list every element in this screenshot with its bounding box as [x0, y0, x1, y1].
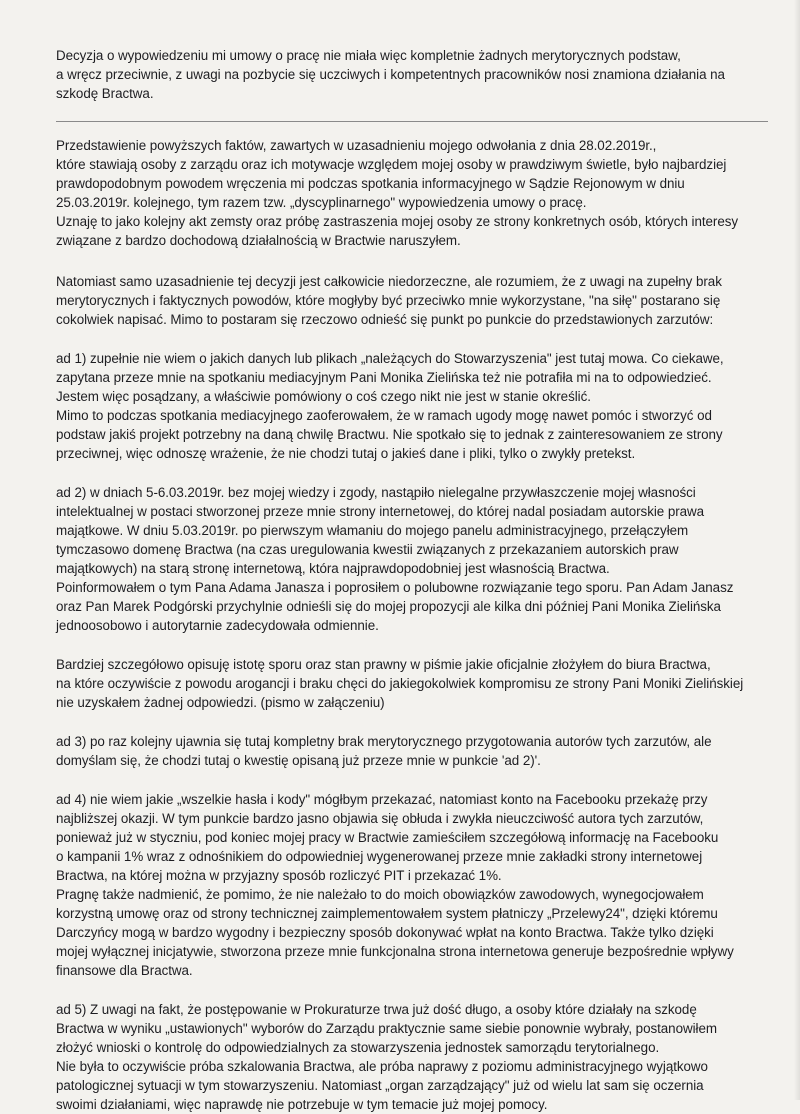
text-line: a wręcz przeciwnie, z uwagi na pozbycie się uczciwych i kompetentnych pracowników nosi znamiona działania na	[56, 67, 725, 82]
text-line: intelektualnej w postaci stworzonej przeze mnie strony internetowej, do której nadal posiadam autorskie prawa	[56, 504, 705, 519]
text-line: Mimo to podczas spotkania mediacyjnego zaoferowałem, że w ramach ugody mogę nawet pomóc i stworzyć od	[56, 408, 712, 423]
section-divider	[56, 121, 768, 122]
text-line: Poinformowałem o tym Pana Adama Janasza i poprosiłem o polubowne rozwiązanie tego sporu. Pan Adam Janasz	[56, 580, 734, 595]
text-line: Bardziej szczegółowo opisuję istotę sporu oraz stan prawny w piśmie jakie oficjalnie złożyłem do biura Bractwa,	[56, 657, 711, 672]
text-line: Decyzja o wypowiedzeniu mi umowy o pracę nie miała więc kompletnie żadnych merytorycznych podstaw,	[56, 48, 681, 63]
text-line: ponieważ już w styczniu, pod koniec mojej pracy w Bractwie zamieściłem szczegółową informację na Facebooku	[56, 830, 719, 845]
text-line: ad 1) zupełnie nie wiem o jakich danych lub plikach „należących do Stowarzyszenia" jest tutaj mowa. Co ciekawe,	[56, 351, 724, 366]
text-line: majątkowych) na starą stronę internetową, która najprawdopodobniej jest własnością Bractwa.	[56, 561, 610, 576]
text-line: na które oczywiście z powodu arogancji i braku chęci do jakiegokolwiek kompromisu ze strony Pani Moniki Zielińskiej	[56, 676, 744, 691]
text-line: Nie była to oczywiście próba szkalowania Bractwa, ale próba naprawy z poziomu administracyjnego wyjątkowo	[56, 1059, 708, 1074]
text-line: finansowe dla Bractwa.	[56, 963, 193, 978]
text-line: Uznaję to jako kolejny akt zemsty oraz próbę zastraszenia mojej osoby ze strony konkretnych osób, których interesy	[56, 214, 739, 229]
text-line: złożyć wnioski o kontrolę do odpowiedzialnych za stowarzyszenia jednostek samorządu terytorialnego.	[56, 1040, 660, 1055]
point-ad2-details	[56, 655, 780, 712]
point-ad5	[56, 1000, 780, 1114]
text-line: Przedstawienie powyższych faktów, zawartych w uzasadnieniu mojego odwołania z dnia 28.02.2019r.,	[56, 138, 657, 153]
text-line: Jestem więc posądzany, a właściwie pomówiony o coś czego nikt nie jest w stanie określić.	[56, 389, 591, 404]
text-line: związane z bardzo dochodową działalnością w Bractwie naruszyłem.	[56, 233, 461, 248]
text-line: Natomiast samo uzasadnienie tej decyzji jest całkowicie niedorzeczne, ale rozumiem, że z uwagi na zupełny brak	[56, 274, 722, 289]
text-line: prawdopodobnym powodem wręczenia mi podczas spotkania informacyjnego w Sądzie Rejonowym w dniu	[56, 176, 685, 191]
text-line: najbliższej okazji. W tym punkcie bardzo jasno objawia się obłuda i zwykła nieuczciwość autora tych zarzutów,	[56, 811, 704, 826]
point-ad4	[56, 790, 780, 980]
text-line: mojej wyłącznej inicjatywie, stworzona przeze mnie funkcjonalna strona internetowa generuje bezpośrednie wpływy	[56, 944, 734, 959]
text-line: korzystną umowę oraz od strony technicznej zaimplementowałem system płatniczy „Przelewy24", dzięki któremu	[56, 906, 718, 921]
text-line: Darczyńcy mogą w bardzo wygodny i bezpieczny sposób dokonywać wpłat na konto Bractwa. Także tylko dzięki	[56, 925, 714, 940]
text-line: podstaw jakiś projekt potrzebny na daną chwilę Bractwu. Nie spotkało się to jednak z zainteresowaniem ze strony	[56, 427, 723, 442]
text-line: szkodę Bractwa.	[56, 86, 154, 101]
facts-paragraph	[56, 136, 780, 250]
text-line: ad 4) nie wiem jakie „wszelkie hasła i kody" mógłbym przekazać, natomiast konto na Facebooku przekażę przy	[56, 792, 708, 807]
text-line: zapytana przeze mnie na spotkaniu mediacyjnym Pani Monika Zielińska też nie potrafiła mi na to odpowiedzieć.	[56, 370, 712, 385]
text-line: domyślam się, że chodzi tutaj o kwestię opisaną już przeze mnie w punkcie 'ad 2)'.	[56, 753, 541, 768]
text-line: tymczasowo domenę Bractwa (na czas uregulowania kwestii związanych z przekazaniem autorskich praw	[56, 542, 679, 557]
text-line: patologicznej sytuacji w tym stowarzyszeniu. Natomiast „organ zarządzający" już od wielu lat sam się oczernia	[56, 1078, 704, 1093]
text-line: majątkowe. W dniu 5.03.2019r. po pierwszym włamaniu do mojego panelu administracyjnego, przełączyłem	[56, 523, 689, 538]
justification-paragraph	[56, 272, 780, 329]
intro-paragraph	[56, 46, 780, 103]
text-line: swoimi działaniami, więc naprawdę nie potrzebuje w tym temacie już mojej pomocy.	[56, 1097, 548, 1112]
text-line: Bractwa, na której można w przyjazny sposób rozliczyć PIT i przekazać 1%.	[56, 868, 502, 883]
text-line: jednoosobowo i autorytarnie zadecydowała odmiennie.	[56, 618, 379, 633]
text-line: Bractwa w wyniku „ustawionych" wyborów do Zarządu praktycznie same siebie ponownie wybrały, postanowiłem	[56, 1021, 717, 1036]
text-line: które stawiają osoby z zarządu oraz ich motywacje względem mojej osoby w prawdziwym świetle, było najbardziej	[56, 157, 727, 172]
text-line: przeciwnej, więc odnoszę wrażenie, że nie chodzi tutaj o jakieś dane i pliki, tylko o zwykły pretekst.	[56, 446, 636, 461]
text-line: 25.03.2019r. kolejnego, tym razem tzw. „dyscyplinarnego" wypowiedzenia umowy o pracę.	[56, 195, 587, 210]
text-line: merytorycznych i faktycznych powodów, które mogłyby być przeciwko mnie wykorzystane, "na siłę" postarano się	[56, 293, 721, 308]
page-edge-shadow	[794, 0, 800, 1100]
text-line: nie uzyskałem żadnej odpowiedzi. (pismo w załączeniu)	[56, 695, 385, 710]
text-line: ad 5) Z uwagi na fakt, że postępowanie w Prokuraturze trwa już dość długo, a osoby które działały na szkodę	[56, 1002, 697, 1017]
text-line: o kampanii 1% wraz z odnośnikiem do odpowiedniej wygenerowanej przeze mnie zakładki strony internetowej	[56, 849, 703, 864]
point-ad2	[56, 483, 780, 635]
text-line: ad 2) w dniach 5-6.03.2019r. bez mojej wiedzy i zgody, nastąpiło nielegalne przywłaszczenie mojej własności	[56, 485, 696, 500]
text-line: ad 3) po raz kolejny ujawnia się tutaj kompletny brak merytorycznego przygotowania autorów tych zarzutów, ale	[56, 734, 712, 749]
point-ad3	[56, 732, 780, 770]
point-ad1	[56, 349, 780, 463]
text-line: Pragnę także nadmienić, że pomimo, że nie należało to do moich obowiązków zawodowych, wynegocjowałem	[56, 887, 704, 902]
text-line: cokolwiek napisać. Mimo to postaram się rzeczowo odnieść się punkt po punkcie do przedstawionych zarzutów:	[56, 312, 714, 327]
text-line: oraz Pan Marek Podgórski przychylnie odnieśli się do mojej propozycji ale kilka dni później Pani Monika Zielińska	[56, 599, 721, 614]
